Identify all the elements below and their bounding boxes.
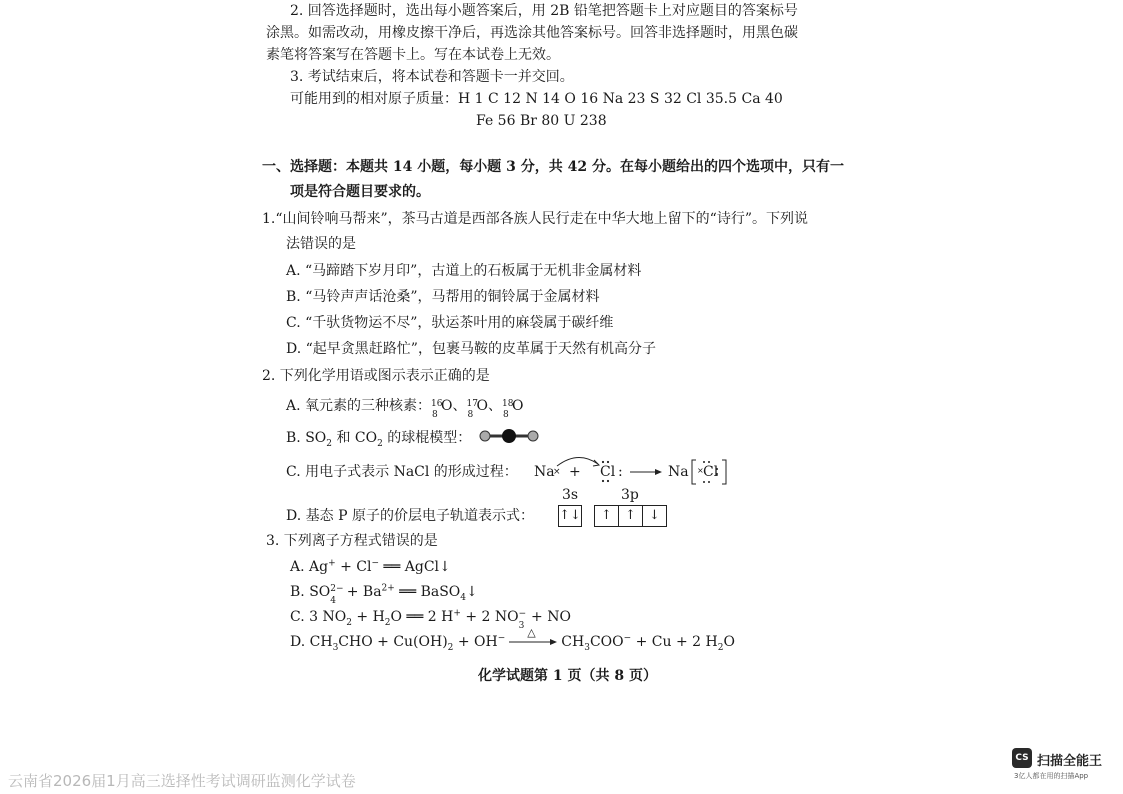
note-line-4: 3. 考试结束后，将本试卷和答题卡一并交回。 bbox=[290, 69, 574, 85]
q1-option-c: C. “千驮货物运不尽”，驮运茶叶用的麻袋属于碳纤维 bbox=[286, 315, 614, 331]
section-header-line-2: 项是符合题目要求的。 bbox=[290, 184, 430, 200]
svg-text:×: × bbox=[553, 467, 561, 477]
orbital-label-3s: 3s bbox=[562, 487, 579, 503]
q3-option-a: A. Ag+ + Cl− ══ AgCl↓ bbox=[290, 558, 451, 575]
q2-stem: 2. 下列化学用语或图示表示正确的是 bbox=[262, 368, 490, 384]
orbital-box-3p bbox=[594, 505, 667, 527]
orbital-3p-cell-1: ↑ bbox=[601, 508, 612, 523]
q1-option-d: D. “起早贪黑赶路忙”，包裹马鞍的皮革属于天然有机高分子 bbox=[286, 341, 656, 357]
note-line-1: 2. 回答选择题时，选出每小题答案后，用 2B 铅笔把答题卡上对应题目的答案标号 bbox=[290, 3, 798, 19]
scanner-app-name: 扫描全能王 bbox=[1037, 754, 1103, 769]
q2-option-b: B. $SO_2$ 和 $CO_2$ 的球棍模型： bbox=[286, 430, 472, 449]
electron-na: Na bbox=[534, 464, 555, 480]
note-line-2: 涂黑。如需改动，用橡皮擦干净后，再选涂其他答案标号。回答非选择题时，用黑色碳 bbox=[266, 25, 798, 41]
ball-stick-model-icon bbox=[478, 428, 540, 444]
isotope-3: 18 8 O bbox=[501, 398, 524, 420]
q2-option-a bbox=[286, 397, 524, 420]
electron-cl-colon: : bbox=[618, 464, 623, 480]
section-header-line-1: 一、选择题：本题共 14 小题，每小题 3 分，共 42 分。在每小题给出的四个选项中，只有一 bbox=[262, 159, 844, 175]
orbital-box-3s bbox=[558, 505, 582, 527]
q2-a-prefix: A. 氧元素的三种核素： bbox=[286, 398, 432, 414]
camscanner-logo-icon: CS bbox=[1012, 748, 1032, 768]
isotope-2: 17 8 O、 bbox=[466, 398, 502, 420]
isotope-1: 16 8 O、 bbox=[431, 398, 467, 420]
watermark-text: 云南省2026届1月高三选择性考试调研监测化学试卷 bbox=[8, 772, 356, 790]
scanner-tagline: 3亿人都在用的扫描App bbox=[1014, 772, 1089, 780]
q1-option-b: B. “马铃声声话沧桑”，马帮用的铜铃属于金属材料 bbox=[286, 289, 600, 305]
q3-option-c: C. 3 $NO_2 + H_2O$ ══ 2 H+ + 2 NO − 3 + NO bbox=[290, 608, 571, 631]
q1-stem-line-1: 1.“山间铃响马帮来”，茶马古道是西部各族人民行走在中华大地上留下的“诗行”。下列说 bbox=[262, 211, 808, 227]
orbital-3s-cell: ↑↓ bbox=[559, 508, 581, 523]
atomic-masses-line-2: Fe 56 Br 80 U 238 bbox=[476, 113, 607, 129]
electron-product-cl: Cl bbox=[703, 464, 719, 480]
note-line-3: 素笔将答案写在答题卡上。写在本试卷上无效。 bbox=[266, 47, 560, 63]
q3-option-b: B. SO 2− 4 + $Ba^{2+}$ ══ BaSO$_4$↓ bbox=[290, 583, 478, 606]
electron-cl: Cl bbox=[600, 464, 616, 480]
electron-plus: + bbox=[569, 464, 581, 480]
q2-option-c-prefix: C. 用电子式表示 NaCl 的形成过程： bbox=[286, 464, 518, 480]
q1-option-a: A. “马蹄踏下岁月印”，古道上的石板属于无机非金属材料 bbox=[286, 263, 642, 279]
q3-option-d: D. $CH_3CHO + Cu(OH)_2 + OH^-$ △ $CH_3COO^- + Cu + 2$ $H_2O$ bbox=[290, 626, 735, 653]
orbital-label-3p: 3p bbox=[621, 487, 639, 503]
q1-stem-line-2: 法错误的是 bbox=[286, 236, 356, 252]
q2-option-d-prefix: D. 基态 P 原子的价层电子轨道表示式： bbox=[286, 508, 534, 524]
svg-text:×: × bbox=[697, 466, 704, 475]
orbital-3p-cell-3: ↓ bbox=[642, 506, 666, 526]
orbital-3p-cell-2: ↑ bbox=[618, 506, 642, 526]
page-footer: 化学试题第 1 页（共 8 页） bbox=[478, 668, 657, 684]
atomic-masses-line-1: 可能用到的相对原子质量：H 1 C 12 N 14 O 16 Na 23 S 32 Cl 35.5 Ca 40 bbox=[290, 91, 783, 107]
heat-arrow: △ bbox=[507, 633, 559, 651]
electron-product-na: Na bbox=[668, 464, 689, 480]
q3-stem: 3. 下列离子方程式错误的是 bbox=[266, 533, 438, 549]
